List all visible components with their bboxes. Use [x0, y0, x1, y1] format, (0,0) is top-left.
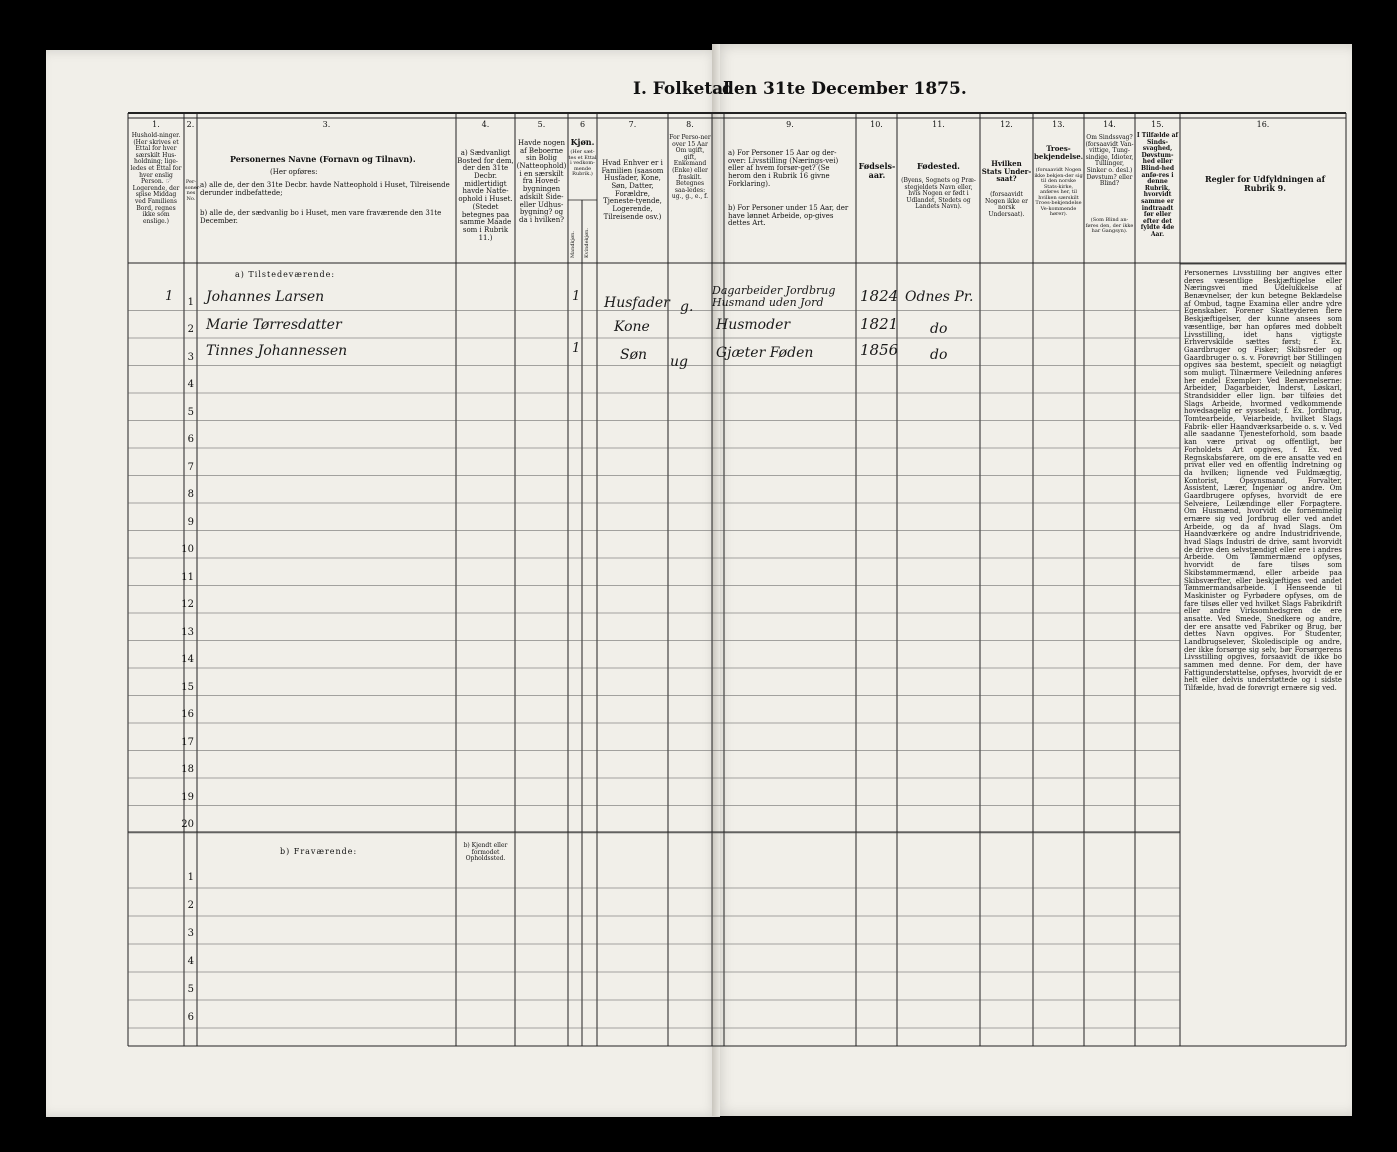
header-person-no: Per-soner-nes No. [185, 179, 201, 202]
entry-3-relation: Søn [620, 347, 648, 363]
entry-1-born: 1824 [860, 287, 899, 305]
header-disability-sub: (Som Blind an-føres den, der ikke har Gangsyn). [1085, 217, 1134, 234]
header-sex-sub: (Her sæt-tes et Ettal i vedkom-mende Rubrik.) [568, 149, 597, 177]
colnum-15: 15. [1151, 120, 1164, 129]
header-households: Hushold-ninger. (Her skrives et Ettal for hver særskilt Hus-holdning; lige-ledes et Ettal for hver enslig Person. ☞ Logerende, der spise Middag ved Familiens Bord, regnes ikke som enslige.) [130, 132, 182, 225]
entry-3-born: 1856 [860, 341, 899, 359]
colnum-9: 9. [786, 120, 794, 129]
present-row-number: 14 [181, 654, 194, 665]
section-absent: b) Fraværende: [280, 847, 358, 856]
absent-row-number: 3 [187, 928, 194, 939]
header-citizenship-sub: (forsaavidt Nogen ikke er norsk Undersaat). [984, 191, 1029, 218]
colnum-11: 11. [932, 120, 945, 129]
entry-1-male: 1 [572, 289, 581, 304]
colnum-7: 7. [628, 120, 637, 129]
header-marital: For Perso-ner over 15 Aar Om ugift, gift, Enkemand (Enke) eller fraskilt. Betegnes saa-ledes: ug., g., e., f. [669, 134, 711, 201]
entry-3-male: 1 [572, 341, 581, 356]
header-birth-year: Fødsels-aar. [858, 161, 896, 180]
header-rules: Regler for Udfyldningen af Rubrik 9. [1204, 174, 1326, 193]
absent-row-number: 2 [187, 900, 194, 911]
entry-2-relation: Kone [614, 319, 650, 335]
section-present: a) Tilstedeværende: [235, 270, 336, 279]
entry-1-relation: Husfader [604, 295, 670, 311]
present-row-number: 11 [181, 571, 194, 583]
rules-text: Personernes Livsstilling bør angives efter deres væsentlige Beskjæftigelse eller Næringsvei med Udelukkelse af Benævnelser, der kun betegne Beklædelse af Ombud, tagne Examina eller andre ydre Egenskaber. Forener Skatteyderen flere Beskjæftigelser, der kunne ansees som væsentlige, bør han opføres med dobbelt Livsstilling, idet hans vigtigste Erhvervskilde sættes først; f. Ex. Gaardbruger og Fisker; Skibsreder og Gaardbruger o. s. v. Forøvrigt bør Stillingen opgives saa bestemt, specielt og nøiagtigt som muligt. Tilnærmere Veiledning anføres her endel Exempler: Ved Benævnelserne: Arbeider, Dagarbeider, Inderst, Løskarl, Strandsidder eller lign. bør tilføies det Slags Arbeide, hvormed vedkommende hovedsagelig er sysselsat; f. Ex. Jordbrug, Tomtearbeide, Veiarbeide, hvilket Slags Fabrik- eller Haandværksarbeide o. s. v. Ved alle saadanne Tjenesteforhold, som baade kan være privat og offentligt, bør Forholdets Art opgives, f. Ex. ved Regnskabsførere, om de ere ansatte ved en privat eller ved en offentlig Indretning og da hvilken; lignende ved Fuldmægtig, Kontorist, Opsynsmand, Forvalter, Assistent, Lærer, Ingeniør og andre. Om Gaardbrugere opfyses, hvorvidt de ere Selveiere, Leilændinge eller Forpagtere. Om Husmænd, hvorvidt de fornemmelig ernære sig ved Jordbrug eller ved andet Arbeide, og da af hvad Slags. Om Haandværkere og andre Industridrivende, hvad Slags Industri de drive, samt hvorvidt de drive den selvstændigt eller ere i andres Arbeide. Om Tømmermænd opfyses, hvorvidt de fare tilsøs som Skibstømmermænd, eller arbeide paa Skibsværfter, eller beskjæftiges ved andet Tømmermandsarbeide. I Henseende til Maskinister og Fyrbødere opfyses, om de fare tilsøs eller ved hvilket Slags Fabrikdrift eller andre Virksomhedsgren de ere ansatte. Ved Smede, Snedkere og andre, der ere ansatte ved Fabriker og Brug, bør dettes Navn opgives. For Studenter, Landbrugselever, Skoledisciple og andre, der ikke forsørge sig selv, bør Forsørgerens Livsstilling opgives, forsaavidt de ikke bo sammen med denne. For dem, der have Fattigunderstøttelse, opfyses, hvorvidt de er helt eller delvis understøttede og i sidste Tilfælde, hvad de forøvrigt ernære sig ved. [1184, 270, 1342, 693]
entry-3-occupation: Gjæter Føden [716, 345, 814, 361]
colnum-2: 2. [186, 120, 195, 129]
present-row-number: 19 [181, 791, 194, 803]
present-row-number: 4 [187, 379, 194, 390]
present-row-number: 2 [187, 324, 194, 335]
present-row-number: 6 [187, 434, 194, 445]
header-building: Havde nogen af Beboerne sin Bolig (Natteophold) i en særskilt fra Hoved-bygningen adskilt Side-eller Udhus-bygning? og da i hvilken? [516, 139, 567, 224]
entry-2-occupation: Husmoder [716, 317, 791, 333]
entry-1-marital: g. [680, 299, 694, 315]
header-sex-title: Kjøn. [570, 137, 595, 147]
present-row-number: 18 [181, 764, 194, 775]
entry-1-name: Johannes Larsen [206, 289, 325, 305]
entry-1-birthplace: Odnes Pr. [905, 289, 974, 305]
header-disability-title: Om Sindssvag? (forsaavidt Van-vittige, Tung-sindige, Idioter, Tullinger, Sinker o. desl.) Døvstum? eller Blind? [1085, 134, 1134, 188]
header-birthplace-sub: (Byens, Sognets og Præ-stegjeldets Navn eller, hvis Nogen er født i Udlandet, Stedets og Landets Navn). [901, 177, 976, 211]
header-names-title: Personernes Navne (Fornavn og Tilnavn). [230, 154, 416, 164]
household-1: 1 [165, 289, 174, 304]
colnum-1: 1. [152, 120, 160, 129]
header-residence: a) Sædvanligt Bosted for dem, der den 31te Decbr. midlertidigt havde Natte-ophold i Huset. (Stedet betegnes paa samme Maade som i Rubrik 11.) [457, 149, 514, 242]
colnum-3: 3. [322, 120, 331, 129]
entry-3-birthplace: do [930, 347, 948, 363]
colnum-16: 16. [1256, 120, 1270, 129]
colnum-5: 5. [537, 120, 546, 129]
entry-3-name: Tinnes Johannessen [206, 343, 348, 359]
header-disability-age: I Tilfælde af Sinds-svaghed, Døvstum-hed eller Blind-hed anfø-res i denne Rubrik, hvorvidt samme er indtraadt før eller efter det fyldte 4de Aar. [1136, 132, 1179, 238]
entry-3-marital: ug [670, 354, 688, 370]
header-birthplace-title: Fødested. [917, 161, 960, 171]
present-row-number: 9 [187, 516, 194, 528]
colnum-13: 13. [1052, 120, 1065, 129]
present-row-number: 15 [181, 681, 194, 693]
present-row-number: 1 [187, 296, 194, 308]
present-row-number: 13 [181, 626, 194, 638]
absent-row-number: 1 [187, 872, 194, 883]
present-row-number: 8 [187, 489, 194, 500]
absent-row-number: 4 [187, 956, 194, 967]
header-citizenship-title: Hvilken Stats Under-saat? [981, 159, 1032, 184]
entry-1-occupation: Dagarbeider Jordbrug Husmand uden Jord [712, 284, 836, 310]
present-row-number: 10 [181, 544, 194, 555]
present-row-number: 3 [187, 351, 194, 363]
entry-2-born: 1821 [860, 315, 899, 333]
header-sex-female: Kvindekjøn. [584, 228, 590, 258]
colnum-14: 14. [1103, 120, 1116, 129]
header-occupation-a: a) For Personer 15 Aar og der-over: Livsstilling (Nærings-vei) eller af hvem forsør-get? (Se herom den i Rubrik 16 givne Forklaring). [728, 149, 839, 188]
present-row-number: 16 [181, 709, 194, 720]
absent-row-number: 5 [187, 984, 194, 995]
present-row-number: 7 [187, 461, 194, 473]
entry-2-birthplace: do [930, 321, 948, 337]
colnum-8: 8. [686, 120, 694, 129]
absent-location-header: b) Kjendt eller formodet Opholdssted. [463, 842, 508, 863]
entry-2-name: Marie Tørresdatter [206, 317, 342, 333]
absent-row-number: 6 [187, 1012, 194, 1023]
present-row-number: 12 [181, 599, 194, 610]
present-row-number: 5 [187, 406, 194, 418]
colnum-10: 10. [870, 120, 883, 129]
header-names-sub: (Her opføres: [270, 168, 318, 176]
header-occupation-b: b) For Personer under 15 Aar, der have lønnet Arbeide, op-gives dettes Art. [728, 204, 849, 228]
header-family-role: Hvad Enhver er i Familien (saasom Husfader, Kone, Søn, Datter, Forældre, Tjeneste-tyende, Logerende, Tilreisende osv.) [601, 159, 664, 221]
colnum-6: 6 [579, 120, 586, 129]
header-names-b: b) alle de, der sædvanlig bo i Huset, men vare fraværende den 31te December. [200, 209, 442, 225]
header-religion-sub: (forsaavidt Nogen ikke bekjen-der sig til den norske Stats-kirke, anføres her, til hvilken særskilt Troes-bekjendelse Ve-kommende hører). [1034, 167, 1083, 217]
present-row-number: 17 [181, 736, 194, 748]
title-right: den 31te December 1875. [722, 79, 967, 99]
colnum-12: 12. [1000, 120, 1013, 129]
title-left: I. Folketal [633, 79, 730, 99]
colnum-4: 4. [481, 120, 490, 129]
present-row-number: 20 [181, 819, 194, 830]
header-names-a: a) alle de, der den 31te Decbr. havde Natteophold i Huset, Tilreisende derunder indbefattede; [200, 181, 450, 197]
header-sex-male: Mandkjøn. [570, 231, 576, 258]
header-religion-title: Troes-bekjendelse. [1034, 144, 1084, 161]
